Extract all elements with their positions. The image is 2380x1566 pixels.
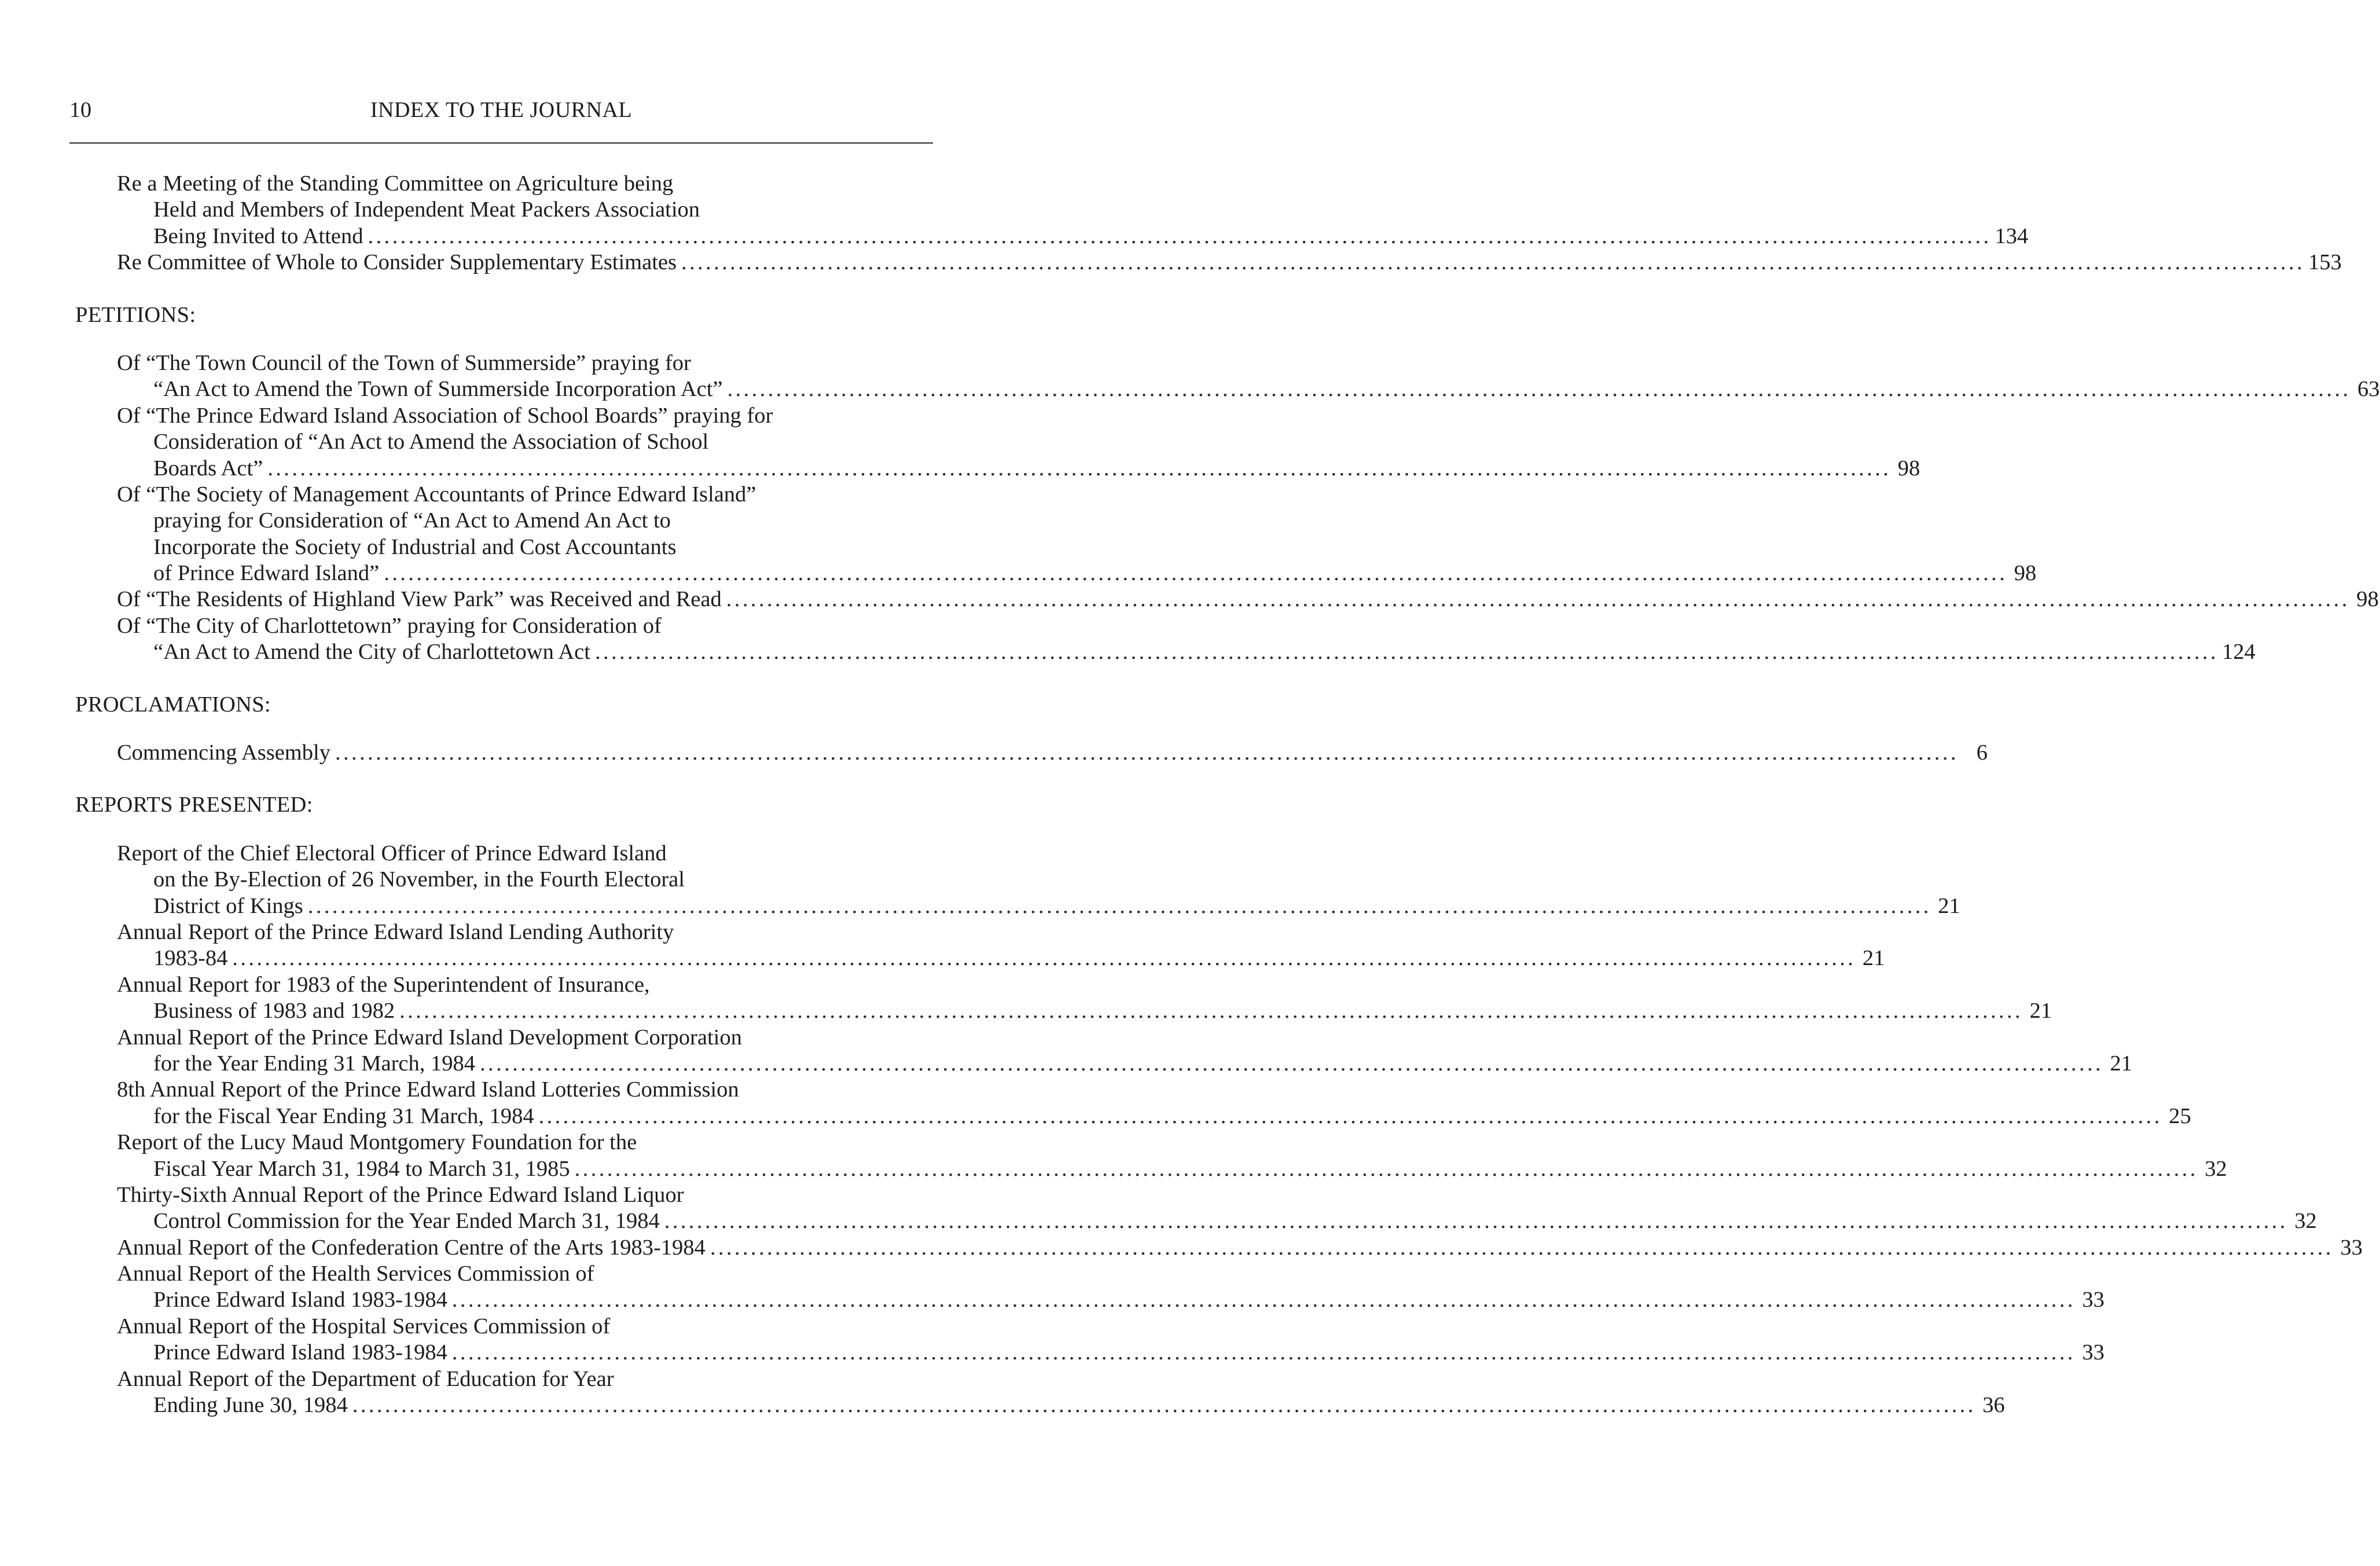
entry-page-number: 21 bbox=[2110, 1051, 2133, 1076]
entry-page-number: 21 bbox=[2029, 999, 2052, 1024]
entry-page-number: 36 bbox=[1982, 1393, 2005, 1418]
entry-page-number: 33 bbox=[2340, 1235, 2363, 1260]
entry-line: 8th Annual Report of the Prince Edward Island Lotteries Commission bbox=[117, 1077, 739, 1102]
entry-final-line bbox=[117, 376, 2380, 402]
section-heading: REPORTS PRESENTED: bbox=[75, 793, 313, 817]
entry-final-line bbox=[117, 1156, 2227, 1182]
index-entry bbox=[117, 586, 2379, 613]
index-entry bbox=[117, 972, 2052, 1025]
entry-line: Report of the Chief Electoral Officer of Prince Edward Island bbox=[117, 841, 667, 865]
index-content bbox=[75, 171, 2380, 1418]
entry-final-line bbox=[117, 586, 2379, 613]
entry-final-line bbox=[117, 560, 2037, 586]
dot-leader: ........................................................................................................................................................................................................ bbox=[451, 1340, 2076, 1365]
dot-leader: ........................................................................................................................................................................................................ bbox=[710, 1235, 2334, 1260]
entry-text: Being Invited to Attend bbox=[153, 223, 363, 248]
entry-page-number: 25 bbox=[2169, 1103, 2191, 1128]
entry-final-line bbox=[117, 1051, 2133, 1077]
entry-page-number: 153 bbox=[2308, 250, 2342, 275]
running-title: INDEX TO THE JOURNAL bbox=[370, 98, 633, 122]
entry-page-number: 134 bbox=[1995, 223, 2029, 248]
entry-page-number: 124 bbox=[2221, 640, 2256, 665]
entry-text: Ending June 30, 1984 bbox=[153, 1393, 348, 1418]
entry-final-line bbox=[117, 639, 2256, 665]
dot-leader: ........................................................................................................................................................................................................ bbox=[451, 1288, 2076, 1312]
entry-text: for the Fiscal Year Ending 31 March, 1984 bbox=[153, 1103, 534, 1128]
section-entries bbox=[117, 350, 2380, 666]
index-entry bbox=[117, 1314, 2104, 1366]
entry-page-number: 21 bbox=[1862, 946, 1885, 971]
dot-leader: ........................................................................................................................................................................................................ bbox=[664, 1209, 2288, 1234]
entry-line: Of “The Town Council of the Town of Summerside” praying for bbox=[117, 350, 691, 375]
dot-leader: ........................................................................................................................................................................................................ bbox=[594, 640, 2219, 665]
section-entries bbox=[117, 171, 2342, 276]
dot-leader: ........................................................................................................................................................................................................ bbox=[574, 1156, 2198, 1181]
section-entries bbox=[117, 740, 1988, 766]
entry-final-line bbox=[117, 1103, 2191, 1129]
index-entry bbox=[117, 482, 2037, 587]
entry-page-number: 32 bbox=[2294, 1209, 2317, 1234]
entry-text: District of Kings bbox=[153, 893, 303, 918]
entry-page-number: 32 bbox=[2205, 1156, 2227, 1181]
index-entry bbox=[117, 740, 1988, 766]
running-head bbox=[69, 95, 933, 125]
dot-leader: ........................................................................................................................................................................................................ bbox=[352, 1393, 1976, 1418]
entry-line: praying for Consideration of “An Act to Amend An Act to bbox=[153, 508, 671, 533]
entry-line: Annual Report of the Department of Education for Year bbox=[117, 1366, 614, 1391]
entry-text: Of “The Residents of Highland View Park” was Received and Read bbox=[117, 587, 722, 612]
index-entry bbox=[117, 1129, 2227, 1182]
entry-text: Prince Edward Island 1983-1984 bbox=[153, 1288, 447, 1312]
entry-final-line bbox=[117, 1287, 2104, 1313]
dot-leader: ........................................................................................................................................................................................................ bbox=[480, 1051, 2104, 1076]
entry-page-number: 33 bbox=[2082, 1340, 2104, 1365]
entry-final-line bbox=[117, 1208, 2317, 1234]
entry-text: Fiscal Year March 31, 1984 to March 31, 1985 bbox=[153, 1156, 570, 1181]
entry-text: Re Committee of Whole to Consider Supplementary Estimates bbox=[117, 250, 677, 275]
index-entry bbox=[117, 1366, 2005, 1419]
entry-line: Annual Report of the Prince Edward Island Development Corporation bbox=[117, 1025, 742, 1050]
entry-text: Prince Edward Island 1983-1984 bbox=[153, 1340, 447, 1365]
index-entry bbox=[117, 1261, 2104, 1314]
dot-leader: ........................................................................................................................................................................................................ bbox=[267, 456, 1891, 481]
entry-final-line bbox=[117, 1235, 2363, 1261]
entry-final-line bbox=[117, 223, 2029, 250]
index-entry bbox=[117, 1077, 2191, 1129]
entry-line: Of “The Society of Management Accountants of Prince Edward Island” bbox=[117, 482, 756, 507]
entry-text: Boards Act” bbox=[153, 456, 263, 481]
entry-page-number: 21 bbox=[1938, 893, 1960, 918]
entry-page-number: 6 bbox=[1976, 740, 1988, 765]
entry-page-number: 33 bbox=[2082, 1288, 2104, 1312]
dot-leader: ........................................................................................................................................................................................................ bbox=[399, 999, 2023, 1024]
entry-text: Commencing Assembly bbox=[117, 740, 330, 765]
entry-line: Of “The Prince Edward Island Association of School Boards” praying for bbox=[117, 403, 773, 428]
dot-leader: ........................................................................................................................................................................................................ bbox=[335, 740, 1959, 765]
entry-text: “An Act to Amend the Town of Summerside Incorporation Act” bbox=[153, 377, 723, 402]
dot-leader: ........................................................................................................................................................................................................ bbox=[538, 1103, 2162, 1128]
entry-text: for the Year Ending 31 March, 1984 bbox=[153, 1051, 476, 1076]
entry-text: “An Act to Amend the City of Charlottetown Act bbox=[153, 640, 590, 665]
index-section bbox=[75, 692, 1988, 767]
index-entry bbox=[117, 1182, 2317, 1235]
dot-leader: ........................................................................................................................................................................................................ bbox=[727, 377, 2351, 402]
entry-text: Control Commission for the Year Ended March 31, 1984 bbox=[153, 1209, 660, 1234]
entry-final-line bbox=[117, 456, 1920, 482]
entry-line: Annual Report of the Health Services Commission of bbox=[117, 1261, 594, 1286]
index-section bbox=[75, 792, 2363, 1418]
entry-line: Held and Members of Independent Meat Packers Association bbox=[153, 197, 700, 222]
entry-line: Annual Report for 1983 of the Superintendent of Insurance, bbox=[117, 972, 650, 997]
index-entry bbox=[117, 171, 2029, 250]
entry-text: of Prince Edward Island” bbox=[153, 561, 380, 586]
section-entries bbox=[117, 841, 2363, 1419]
entry-final-line bbox=[117, 250, 2342, 276]
index-entry bbox=[117, 613, 2256, 666]
entry-page-number: 98 bbox=[2356, 587, 2379, 612]
entry-page-number: 98 bbox=[2014, 561, 2037, 586]
dot-leader: ........................................................................................................................................................................................................ bbox=[681, 250, 2305, 275]
header-rule bbox=[69, 142, 933, 144]
index-section bbox=[75, 171, 2342, 276]
dot-leader: ........................................................................................................................................................................................................ bbox=[307, 893, 1931, 918]
dot-leader: ........................................................................................................................................................................................................ bbox=[368, 223, 1992, 248]
entry-final-line bbox=[117, 945, 1885, 971]
index-entry bbox=[117, 1025, 2133, 1077]
entry-final-line bbox=[117, 893, 1960, 919]
index-entry bbox=[117, 250, 2342, 276]
section-heading: PETITIONS: bbox=[75, 302, 196, 327]
entry-line: on the By-Election of 26 November, in the Fourth Electoral bbox=[153, 867, 685, 892]
entry-line: Re a Meeting of the Standing Committee on Agriculture being bbox=[117, 171, 674, 196]
entry-page-number: 98 bbox=[1897, 456, 1920, 481]
entry-line: Annual Report of the Hospital Services Commission of bbox=[117, 1314, 611, 1338]
entry-final-line bbox=[117, 1392, 2005, 1418]
section-heading: PROCLAMATIONS: bbox=[75, 692, 271, 717]
index-entry bbox=[117, 403, 1920, 482]
dot-leader: ........................................................................................................................................................................................................ bbox=[232, 946, 1856, 971]
entry-final-line bbox=[117, 740, 1988, 766]
index-section bbox=[75, 302, 2380, 666]
entry-text: 1983-84 bbox=[153, 946, 228, 971]
entry-page-number: 63 bbox=[2357, 377, 2380, 402]
index-entry bbox=[117, 1235, 2363, 1261]
index-entry bbox=[117, 919, 1885, 972]
dot-leader: ........................................................................................................................................................................................................ bbox=[384, 561, 2008, 586]
entry-line: Report of the Lucy Maud Montgomery Foundation for the bbox=[117, 1130, 637, 1155]
entry-text: Annual Report of the Confederation Centre of the Arts 1983-1984 bbox=[117, 1235, 706, 1260]
index-entry bbox=[117, 350, 2380, 403]
entry-final-line bbox=[117, 1340, 2104, 1366]
index-entry bbox=[117, 841, 1960, 919]
entry-line: Thirty-Sixth Annual Report of the Prince Edward Island Liquor bbox=[117, 1182, 684, 1207]
entry-line: Consideration of “An Act to Amend the Association of School bbox=[153, 430, 709, 454]
entry-line: Incorporate the Society of Industrial and Cost Accountants bbox=[153, 534, 677, 559]
dot-leader: ........................................................................................................................................................................................................ bbox=[726, 587, 2350, 612]
entry-final-line bbox=[117, 998, 2052, 1024]
entry-text: Business of 1983 and 1982 bbox=[153, 999, 395, 1024]
entry-line: Annual Report of the Prince Edward Island Lending Authority bbox=[117, 919, 674, 944]
entry-line: Of “The City of Charlottetown” praying for Consideration of bbox=[117, 613, 662, 638]
page-number: 10 bbox=[69, 98, 91, 122]
